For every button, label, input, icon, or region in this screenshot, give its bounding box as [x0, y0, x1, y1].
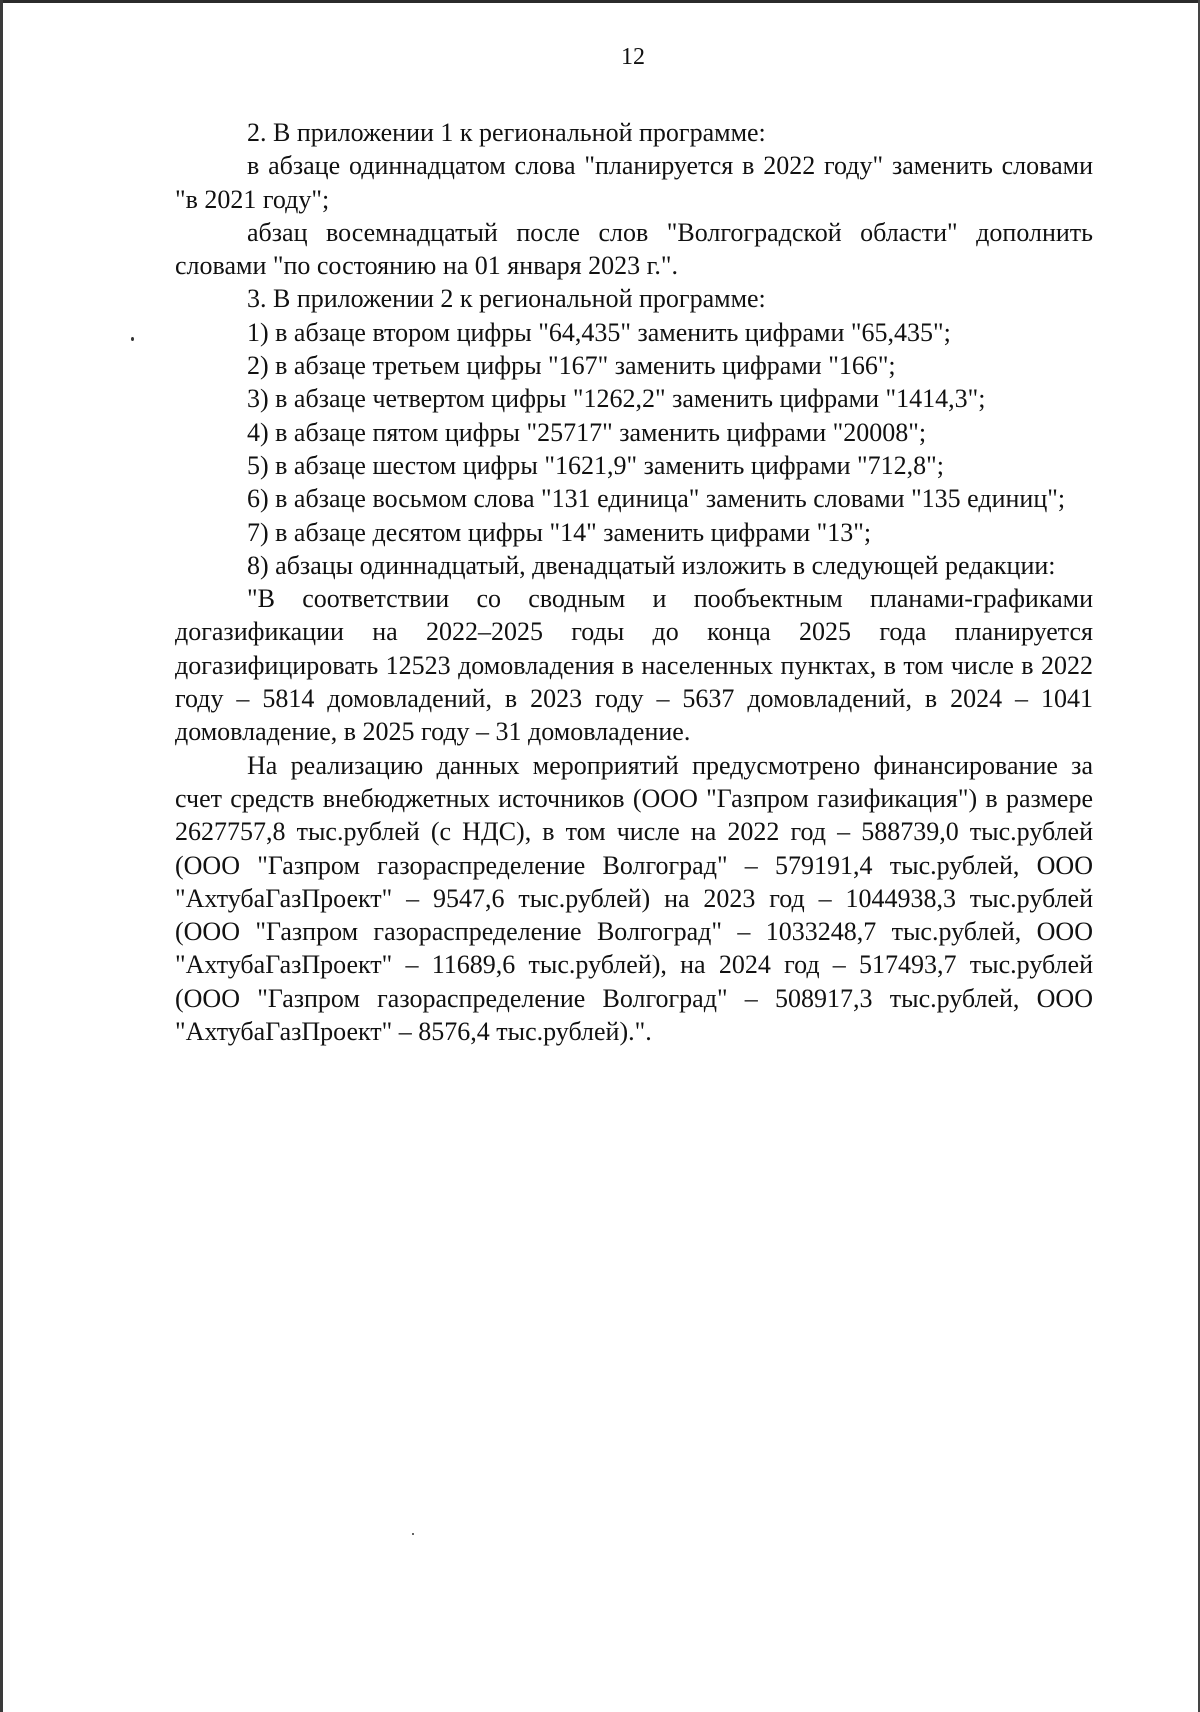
paragraph-appendix-2-item-3: 3) в абзаце четвертом цифры "1262,2" заменить цифрами "1414,3"; [247, 384, 986, 414]
paragraph-appendix-2-item-4: 4) в абзаце пятом цифры "25717" заменить цифрами "20008"; [247, 417, 927, 447]
scan-edge-top [0, 0, 1200, 3]
scan-speck [131, 337, 134, 341]
paragraph-appendix-1-item-11: в абзаце одиннадцатом слова "планируется в 2022 году" заменить словами "в 2021 году"; [175, 151, 1093, 214]
paragraph-appendix-2-item-7: 7) в абзаце десятом цифры "14" заменить цифрами "13"; [247, 517, 872, 547]
paragraph-appendix-2-item-2: 2) в абзаце третьем цифры "167" заменить цифрами "166"; [247, 351, 896, 381]
scan-edge-left [0, 0, 3, 1712]
paragraph-new-text-schedule: "В соответствии со сводным и пообъектным планами-графиками догазификации на 2022–2025 годы до конца 2025 года планируется догазифицировать 12523 домовладения в населенных пунктах, в том числе в 2022 году – 5814 домовладений, в 2023 году – 5637 домовладений, в 2024 – 1041 домовладение, в 2025 году – 31 домовладение. [175, 584, 1093, 747]
paragraph-appendix-1-item-18: абзац восемнадцатый после слов "Волгоградской области" дополнить словами "по состоянию на 01 января 2023 г.". [175, 217, 1093, 281]
paragraph-appendix-2-item-6: 6) в абзаце восьмом слова "131 единица" заменить словами "135 единиц"; [247, 484, 1066, 514]
paragraph-appendix-2-heading: 3. В приложении 2 к региональной программе: [247, 284, 766, 314]
page-number: 12 [621, 44, 645, 70]
paragraph-appendix-2-item-1: 1) в абзаце втором цифры "64,435" заменить цифрами "65,435"; [247, 317, 951, 347]
paragraph-new-text-financing: На реализацию данных мероприятий предусмотрено финансирование за счет средств внебюджетных источников (ООО "Газпром газификация") в размере 2627757,8 тыс.рублей (с НДС), в том числе на 2022 год – 588739,0 тыс.рублей (ООО "Газпром газораспределение Волгоград" – 579191,4 тыс.рублей, ООО "АхтубаГазПроект" – 9547,6 тыс.рублей) на 2023 год – 1044938,3 тыс.рублей (ООО "Газпром газораспределение Волгоград" – 1033248,7 тыс.рублей, ООО "АхтубаГазПроект" – 11689,6 тыс.рублей), на 2024 год – 517493,7 тыс.рублей (ООО "Газпром газораспределение Волгоград" – 508917,3 тыс.рублей, ООО "АхтубаГазПроект" – 8576,4 тыс.рублей).". [175, 750, 1093, 1047]
paragraph-appendix-1-heading: 2. В приложении 1 к региональной программе: [247, 118, 766, 147]
paragraph-appendix-2-item-8: 8) абзацы одиннадцатый, двенадцатый изложить в следующей редакции: [247, 550, 1056, 580]
document-body [175, 116, 1093, 1048]
scan-speck [412, 1533, 414, 1535]
paragraph-appendix-2-item-5: 5) в абзаце шестом цифры "1621,9" заменить цифрами "712,8"; [247, 450, 944, 480]
